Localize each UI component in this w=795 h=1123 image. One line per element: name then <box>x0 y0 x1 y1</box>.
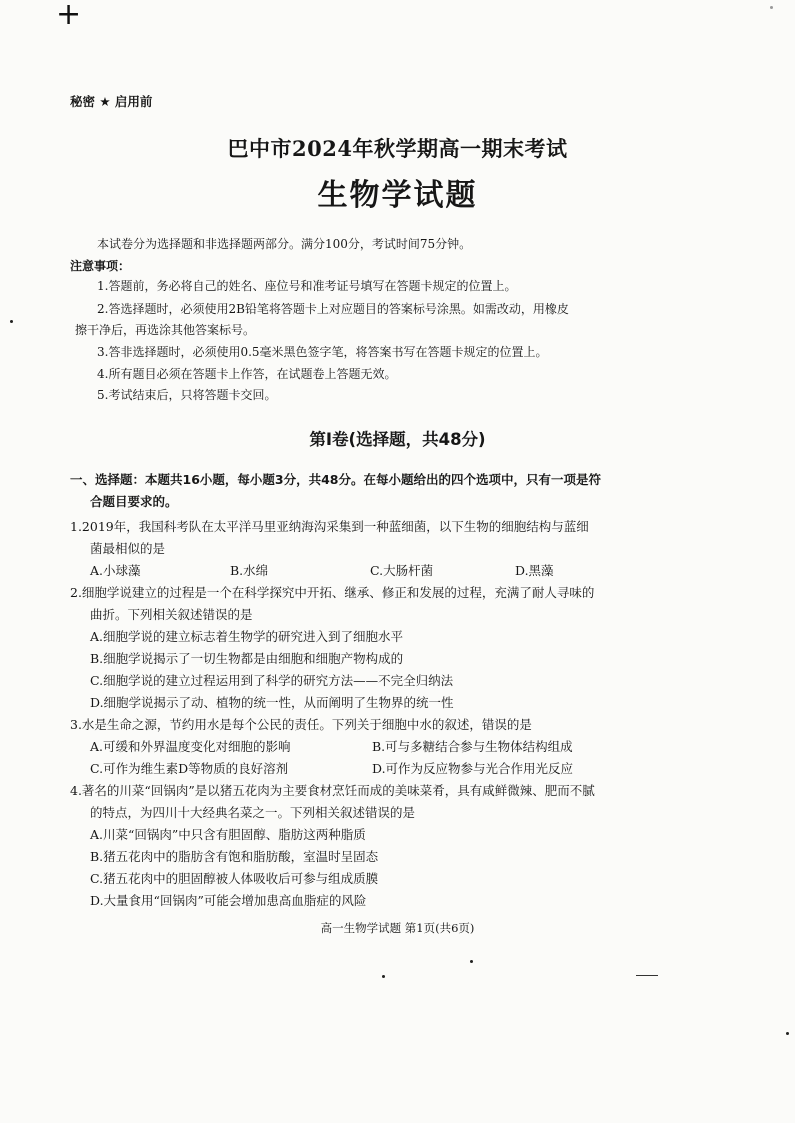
option-b: B.细胞学说揭示了一切生物都是由细胞和细胞产物构成的 <box>90 651 404 666</box>
option-d: D.黑藻 <box>515 563 554 578</box>
option-c: C.细胞学说的建立过程运用到了科学的研究方法——不完全归纳法 <box>90 673 454 688</box>
notice-item: 5.考试结束后，只将答题卡交回。 <box>97 388 277 402</box>
scan-artifact-dot <box>770 6 773 9</box>
registration-mark-icon: + <box>56 0 82 32</box>
option-b: B.可与多糖结合参与生物体结构组成 <box>372 739 573 754</box>
notice-item: 1.答题前，务必将自己的姓名、座位号和准考证号填写在答题卡规定的位置上。 <box>97 279 517 293</box>
option-a: A.细胞学说的建立标志着生物学的研究进入到了细胞水平 <box>90 629 404 644</box>
exam-title: 巴中市2024年秋学期高一期末考试 <box>227 136 568 161</box>
page-footer: 高一生物学试题 第1页(共6页) <box>320 921 475 935</box>
notice-item: 3.答非选择题时，必须使用0.5毫米黑色签字笔，将答案书写在答题卡规定的位置上。 <box>97 345 548 359</box>
question-stem: 2.细胞学说建立的过程是一个在科学探究中开拓、继承、修正和发展的过程，充满了耐人寻味的 <box>70 585 595 600</box>
notice-item: 擦干净后，再选涂其他答案标号。 <box>75 323 256 337</box>
scan-artifact-dot <box>382 975 385 978</box>
question-stem: 4.著名的川菜“回锅肉”是以猪五花肉为主要食材烹饪而成的美味菜肴，具有咸鲜微辣、肥而不腻 <box>70 783 595 798</box>
scan-artifact-dot <box>10 320 13 323</box>
option-c: C.猪五花肉中的胆固醇被人体吸收后可参与组成质膜 <box>90 871 379 886</box>
option-a: A.小球藻 <box>90 563 141 578</box>
option-d: D.大量食用“回锅肉”可能会增加患高血脂症的风险 <box>90 893 367 908</box>
question-stem: 3.水是生命之源，节约用水是每个公民的责任。下列关于细胞中水的叙述，错误的是 <box>70 717 532 732</box>
question-stem: 曲折。下列相关叙述错误的是 <box>90 607 253 622</box>
option-c: C.可作为维生素D等物质的良好溶剂 <box>90 761 289 776</box>
option-b: B.水绵 <box>230 563 269 578</box>
notice-item: 4.所有题目必须在答题卡上作答，在试题卷上答题无效。 <box>97 367 397 381</box>
subject-title: 生物学试题 <box>317 178 478 213</box>
question-stem: 1.2019年，我国科考队在太平洋马里亚纳海沟采集到一种蓝细菌，以下生物的细胞结构与蓝细 <box>70 519 589 534</box>
option-d: D.可作为反应物参与光合作用光反应 <box>372 761 574 776</box>
notice-heading: 注意事项： <box>70 259 131 273</box>
intro-text: 本试卷分为选择题和非选择题两部分。满分100分，考试时间75分钟。 <box>97 237 472 251</box>
confidential-label: 秘密 ★ 启用前 <box>70 94 153 109</box>
notice-item: 2.答选择题时，必须使用2B铅笔将答题卡上对应题目的答案标号涂黑。如需改动，用橡皮 <box>97 302 569 316</box>
part-instruction: 一、选择题：本题共16小题，每小题3分，共48分。在每小题给出的四个选项中，只有一项是符 <box>70 472 601 487</box>
question-stem: 的特点，为四川十大经典名菜之一。下列相关叙述错误的是 <box>90 805 416 820</box>
scan-artifact-dot <box>786 1032 789 1035</box>
option-b: B.猪五花肉中的脂肪含有饱和脂肪酸，室温时呈固态 <box>90 849 379 864</box>
scan-artifact-dot <box>470 960 473 963</box>
scan-artifact-line <box>636 975 658 976</box>
option-a: A.川菜“回锅肉”中只含有胆固醇、脂肪这两种脂质 <box>90 827 366 842</box>
part-instruction: 合题目要求的。 <box>90 494 178 509</box>
option-a: A.可缓和外界温度变化对细胞的影响 <box>90 739 291 754</box>
question-stem: 菌最相似的是 <box>90 541 166 556</box>
option-c: C.大肠杆菌 <box>370 563 434 578</box>
option-d: D.细胞学说揭示了动、植物的统一性，从而阐明了生物界的统一性 <box>90 695 454 710</box>
section-title: 第Ⅰ卷(选择题，共48分) <box>309 430 486 449</box>
